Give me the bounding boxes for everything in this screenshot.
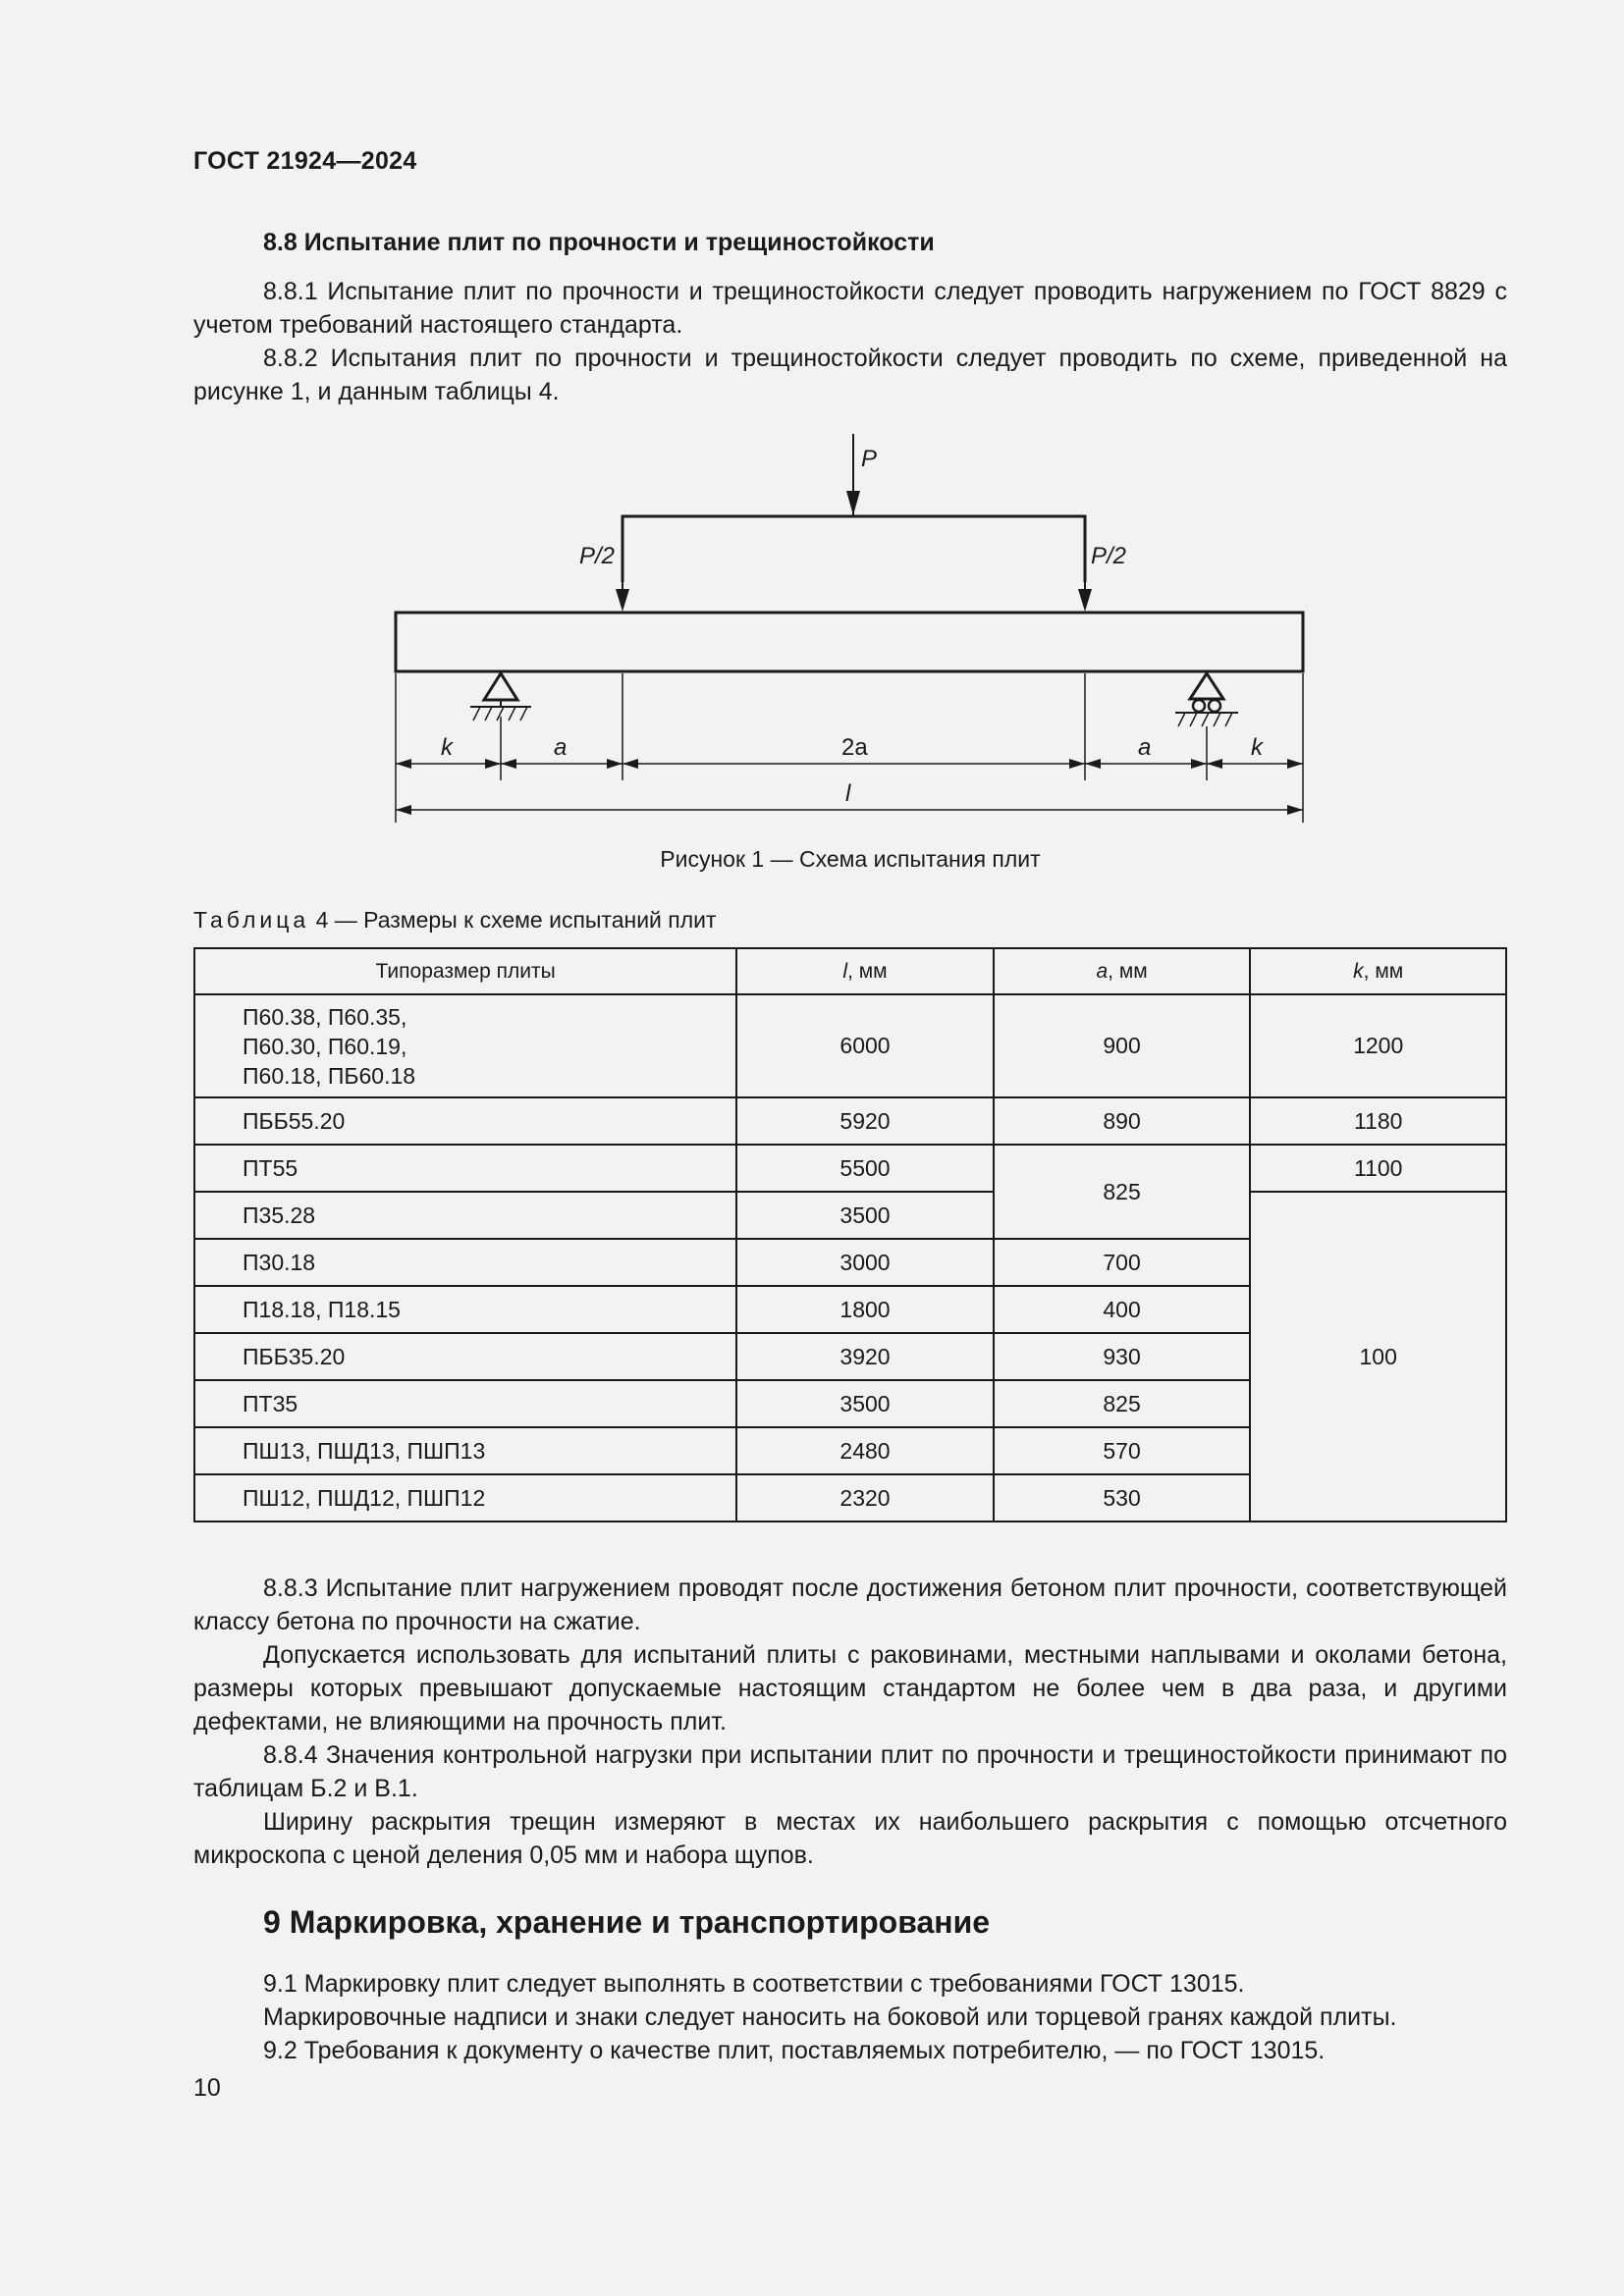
document-header: ГОСТ 21924—2024	[193, 147, 417, 175]
cell-k: 1180	[1250, 1097, 1506, 1145]
section-9	[193, 1902, 1507, 2067]
cell-size: П18.18, П18.15	[194, 1286, 736, 1333]
section-9-title: 9 Маркировка, хранение и транспортирование	[263, 1904, 991, 1940]
header-size: Типоразмер плиты	[194, 948, 736, 994]
table-caption	[193, 907, 717, 934]
header-k: k, мм	[1250, 948, 1506, 994]
table-caption-text: 4 — Размеры к схеме испытаний плит	[309, 907, 717, 933]
label-p2-right: P/2	[1091, 543, 1127, 569]
figure-1	[193, 422, 1507, 883]
cell-l: 3500	[736, 1192, 994, 1239]
test-scheme-diagram	[193, 422, 1507, 834]
cell-size: П30.18	[194, 1239, 736, 1286]
paragraph-8-8-4: 8.8.4 Значения контрольной нагрузки при испытании плит по прочности и трещиностойкости принимают по таблицам Б.2 и В.1.	[193, 1741, 1507, 1802]
cell-a: 930	[994, 1333, 1251, 1380]
label-k-right: k	[1251, 734, 1263, 761]
cell-a: 900	[994, 994, 1251, 1097]
cell-a: 400	[994, 1286, 1251, 1333]
cell-a-merged: 825	[994, 1145, 1251, 1239]
pinned-support	[470, 673, 531, 721]
table-row	[194, 994, 1506, 1097]
table-header-row	[194, 948, 1506, 994]
distribution-beam	[623, 516, 1085, 582]
label-l: l	[845, 780, 851, 807]
cell-size: ПТ55	[194, 1145, 736, 1192]
cell-a: 700	[994, 1239, 1251, 1286]
cell-a: 570	[994, 1427, 1251, 1474]
cell-k: 1100	[1250, 1145, 1506, 1192]
cell-l: 6000	[736, 994, 994, 1097]
cell-k: 1200	[1250, 994, 1506, 1097]
roller-support	[1175, 673, 1238, 726]
paragraph-marking: Маркировочные надписи и знаки следует наносить на боковой или торцевой гранях каждой плиты.	[263, 2003, 1397, 2031]
cell-k-merged: 100	[1250, 1192, 1506, 1522]
cell-l: 3920	[736, 1333, 994, 1380]
paragraph-9-2: 9.2 Требования к документу о качестве плит, поставляемых потребителю, — по ГОСТ 13015.	[263, 2037, 1326, 2064]
cell-l: 2480	[736, 1427, 994, 1474]
cell-size: П35.28	[194, 1192, 736, 1239]
label-2a: 2a	[841, 734, 868, 761]
table-row	[194, 1097, 1506, 1145]
cell-l: 1800	[736, 1286, 994, 1333]
section-8-8-title: 8.8 Испытание плит по прочности и трещиностойкости	[263, 229, 935, 256]
cell-a: 530	[994, 1474, 1251, 1522]
header-a: a, мм	[994, 948, 1251, 994]
label-p: P	[861, 446, 878, 472]
header-l: l, мм	[736, 948, 994, 994]
cell-l: 3500	[736, 1380, 994, 1427]
table-caption-prefix: Таблица	[193, 907, 310, 933]
paragraph-9-1: 9.1 Маркировку плит следует выполнять в соответствии с требованиями ГОСТ 13015.	[263, 1970, 1245, 1998]
table-row	[194, 1192, 1506, 1239]
section-8-8-intro	[193, 226, 1507, 408]
cell-size: ПББ55.20	[194, 1097, 736, 1145]
cell-l: 5500	[736, 1145, 994, 1192]
paragraph-allowed-defects: Допускается использовать для испытаний плиты с раковинами, местными наплывами и околами бетона, размеры которых превышают допускаемые настоящим стандартом не более чем в два раза, и другими дефектами, не влияющими на прочность плит.	[193, 1641, 1507, 1735]
slab	[396, 613, 1303, 671]
paragraph-8-8-3: 8.8.3 Испытание плит нагружением проводят после достижения бетоном плит прочности, соответствующей классу бетона по прочности на сжатие.	[193, 1575, 1507, 1635]
table-row	[194, 1145, 1506, 1192]
cell-a: 890	[994, 1097, 1251, 1145]
label-p2-left: P/2	[579, 543, 616, 569]
label-k-left: k	[441, 734, 453, 761]
cell-size: ПШ12, ПШД12, ПШП12	[194, 1474, 736, 1522]
label-a-left: a	[554, 734, 568, 761]
cell-size: ПТ35	[194, 1380, 736, 1427]
section-8-8-continued	[193, 1572, 1507, 1872]
paragraph-crack-width: Ширину раскрытия трещин измеряют в местах их наибольшего раскрытия с помощью отсчетного микроскопа с ценой деления 0,05 мм и набора щупов.	[193, 1808, 1507, 1869]
cell-l: 5920	[736, 1097, 994, 1145]
paragraph-8-8-2: 8.8.2 Испытания плит по прочности и трещиностойкости следует проводить по схеме, приведенной на рисунке 1, и данным таблицы 4.	[193, 345, 1507, 405]
cell-a: 825	[994, 1380, 1251, 1427]
cell-size: ПШ13, ПШД13, ПШП13	[194, 1427, 736, 1474]
cell-size: ПББ35.20	[194, 1333, 736, 1380]
cell-size: П60.38, П60.35, П60.30, П60.19, П60.18, ПБ60.18	[194, 994, 736, 1097]
table-4	[193, 947, 1507, 1522]
label-a-right: a	[1138, 734, 1152, 761]
cell-l: 2320	[736, 1474, 994, 1522]
figure-caption: Рисунок 1 — Схема испытания плит	[660, 846, 1041, 872]
cell-l: 3000	[736, 1239, 994, 1286]
paragraph-8-8-1: 8.8.1 Испытание плит по прочности и трещиностойкости следует проводить нагружением по ГОСТ 8829 с учетом требований настоящего стандарта.	[193, 278, 1507, 339]
page-number: 10	[193, 2074, 221, 2102]
